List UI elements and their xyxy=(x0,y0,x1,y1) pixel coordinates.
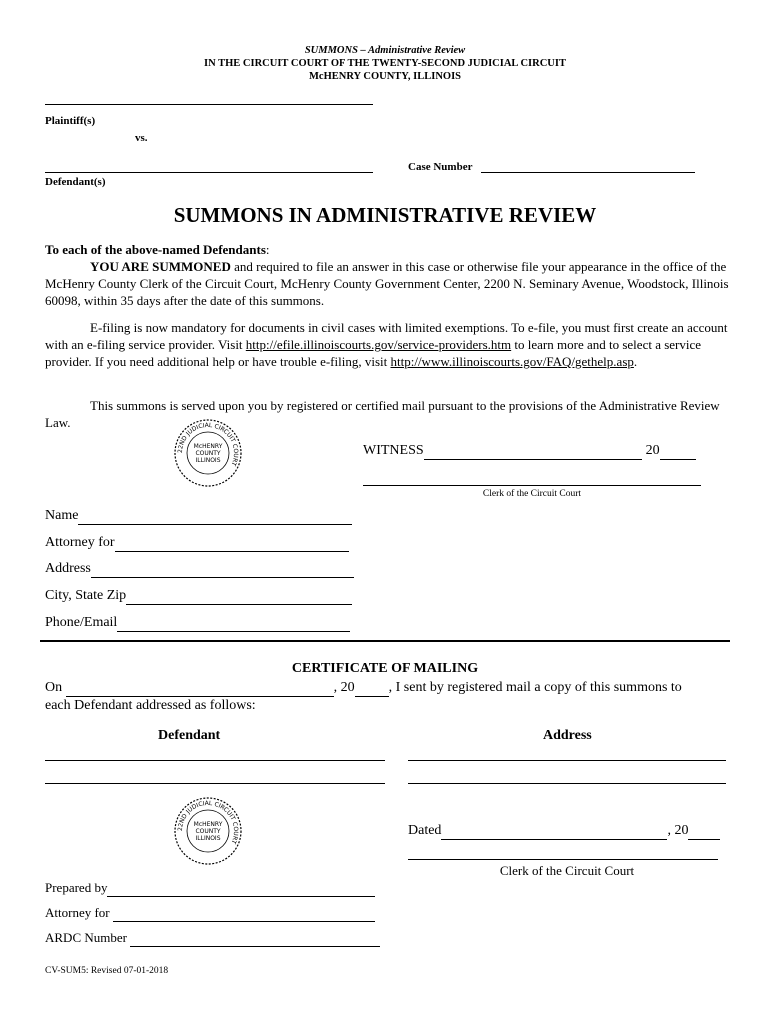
mailing-date-field[interactable] xyxy=(66,680,334,697)
certificate-year-prefix: , 20 xyxy=(333,680,355,695)
phone-email-row xyxy=(45,615,350,632)
ardc-field[interactable] xyxy=(130,930,380,947)
certificate-title: CERTIFICATE OF MAILING xyxy=(291,661,479,676)
witness-year-prefix: 20 xyxy=(645,443,660,458)
witness-row xyxy=(363,443,696,460)
efile-providers-link[interactable]: http://efile.illinoiscourts.gov/service-providers.htm xyxy=(245,337,512,352)
city-state-zip-label: City, State Zip xyxy=(45,588,127,603)
plaintiff-label: Plaintiff(s) xyxy=(45,115,96,127)
seal-line3: ILLINOIS xyxy=(195,457,221,464)
ardc-row xyxy=(45,930,380,947)
dated-row xyxy=(408,823,720,840)
vs-label: vs. xyxy=(135,132,148,144)
defendant-line-1[interactable] xyxy=(45,760,385,761)
summoned-rest: and required to file an answer in this case or otherwise file your appearance in the office of the McHenry County Clerk of the Circuit Court, McHenry County Government Center, 2200 N. Seminary Avenue, Woodstock, Illinois 60098, within 35 days after the date of this summons. xyxy=(45,259,729,308)
address-label: Address xyxy=(45,561,91,576)
seal2-line2: COUNTY xyxy=(195,828,221,835)
dated-year-prefix: , 20 xyxy=(667,823,689,838)
certificate-line1 xyxy=(45,680,682,697)
court-heading: IN THE CIRCUIT COURT OF THE TWENTY-SECOND JUDICIAL CIRCUIT xyxy=(204,58,566,69)
plaintiff-line[interactable] xyxy=(45,104,373,105)
to-each-text: To each of the above-named Defendants xyxy=(45,242,266,257)
defendant-label: Defendant(s) xyxy=(45,176,106,188)
seal2-line1: McHENRY xyxy=(193,821,223,828)
certificate-sent-text: , I sent by registered mail a copy of this summons to xyxy=(388,680,682,695)
attorney-for-field[interactable] xyxy=(115,535,349,552)
phone-email-label: Phone/Email xyxy=(45,615,118,630)
address-line-2[interactable] xyxy=(408,783,726,784)
county-heading: McHENRY COUNTY, ILLINOIS xyxy=(309,71,461,82)
form-number: CV-SUM5: Revised 07-01-2018 xyxy=(45,966,169,976)
prepared-by-field[interactable] xyxy=(107,880,375,897)
served-paragraph: This summons is served upon you by registered or certified mail pursuant to the provisions of the Administrative Review Law. xyxy=(45,398,720,430)
seal2-line3: ILLINOIS xyxy=(195,835,221,842)
attorney-name-label: Name xyxy=(45,508,79,523)
seal2-ring-text: 22ND JUDICIAL CIRCUIT COURT xyxy=(176,799,240,845)
seal-line1: McHENRY xyxy=(193,443,223,450)
section-divider xyxy=(40,640,730,642)
cert-attorney-for-field[interactable] xyxy=(113,905,375,922)
attorney-for-label: Attorney for xyxy=(45,535,115,550)
defendant-line[interactable] xyxy=(45,172,373,173)
prepared-by-label: Prepared by xyxy=(45,880,108,895)
cert-attorney-for-row xyxy=(45,905,375,922)
clerk-signature-line-2[interactable] xyxy=(408,859,718,860)
page-title: SUMMONS IN ADMINISTRATIVE REVIEW xyxy=(173,203,597,227)
case-number-label: Case Number xyxy=(408,161,473,173)
to-each-colon: : xyxy=(265,242,270,257)
mailing-year-field[interactable] xyxy=(355,680,389,697)
attorney-for-row xyxy=(45,535,349,552)
witness-year-line[interactable] xyxy=(660,443,696,460)
efile-pre: E-filing is now mandatory for documents in civil cases with limited exemptions. To e-file, you must first create an account with an e-filing service provider. Visit xyxy=(45,320,728,352)
to-each-heading xyxy=(45,241,735,258)
phone-email-field[interactable] xyxy=(117,615,350,632)
address-line-1[interactable] xyxy=(408,760,726,761)
witness-label: WITNESS xyxy=(363,443,424,458)
defendant-column-header: Defendant xyxy=(158,728,221,743)
city-state-zip-row xyxy=(45,588,352,605)
efile-paragraph xyxy=(45,319,735,370)
court-seal-icon-2 xyxy=(173,796,243,866)
dated-field[interactable] xyxy=(441,823,667,840)
attorney-name-field[interactable] xyxy=(78,508,352,525)
summoned-paragraph xyxy=(45,258,735,309)
seal-line2: COUNTY xyxy=(195,450,221,457)
address-row xyxy=(45,561,354,578)
address-field[interactable] xyxy=(91,561,354,578)
defendant-line-2[interactable] xyxy=(45,783,385,784)
ardc-label: ARDC Number xyxy=(45,930,131,945)
clerk-caption: Clerk of the Circuit Court xyxy=(482,489,582,499)
attorney-name-row xyxy=(45,508,352,525)
certificate-line2: each Defendant addressed as follows: xyxy=(45,698,256,713)
summoned-lead: YOU ARE SUMMONED xyxy=(90,259,231,274)
efile-mid: to learn more and to select a service provider. If you need additional help or have trouble e-filing, visit xyxy=(45,337,702,369)
witness-date-line[interactable] xyxy=(424,443,642,460)
form-type-heading: SUMMONS – Administrative Review xyxy=(304,45,466,56)
court-seal-icon xyxy=(173,418,243,488)
city-state-zip-field[interactable] xyxy=(126,588,352,605)
certificate-on: On xyxy=(45,680,63,695)
seal-ring-text: 22ND JUDICIAL CIRCUIT COURT xyxy=(176,421,240,467)
address-column-header: Address xyxy=(543,728,592,743)
efile-post: . xyxy=(633,354,638,369)
dated-year-field[interactable] xyxy=(688,823,720,840)
case-number-line[interactable] xyxy=(481,172,695,173)
clerk-signature-line[interactable] xyxy=(363,485,701,486)
gethelp-link[interactable]: http://www.illinoiscourts.gov/FAQ/gethelp.asp xyxy=(390,354,634,369)
cert-attorney-for-label: Attorney for xyxy=(45,905,113,920)
prepared-by-row xyxy=(45,880,375,897)
clerk-caption-2: Clerk of the Circuit Court xyxy=(499,863,635,878)
dated-label: Dated xyxy=(408,823,442,838)
